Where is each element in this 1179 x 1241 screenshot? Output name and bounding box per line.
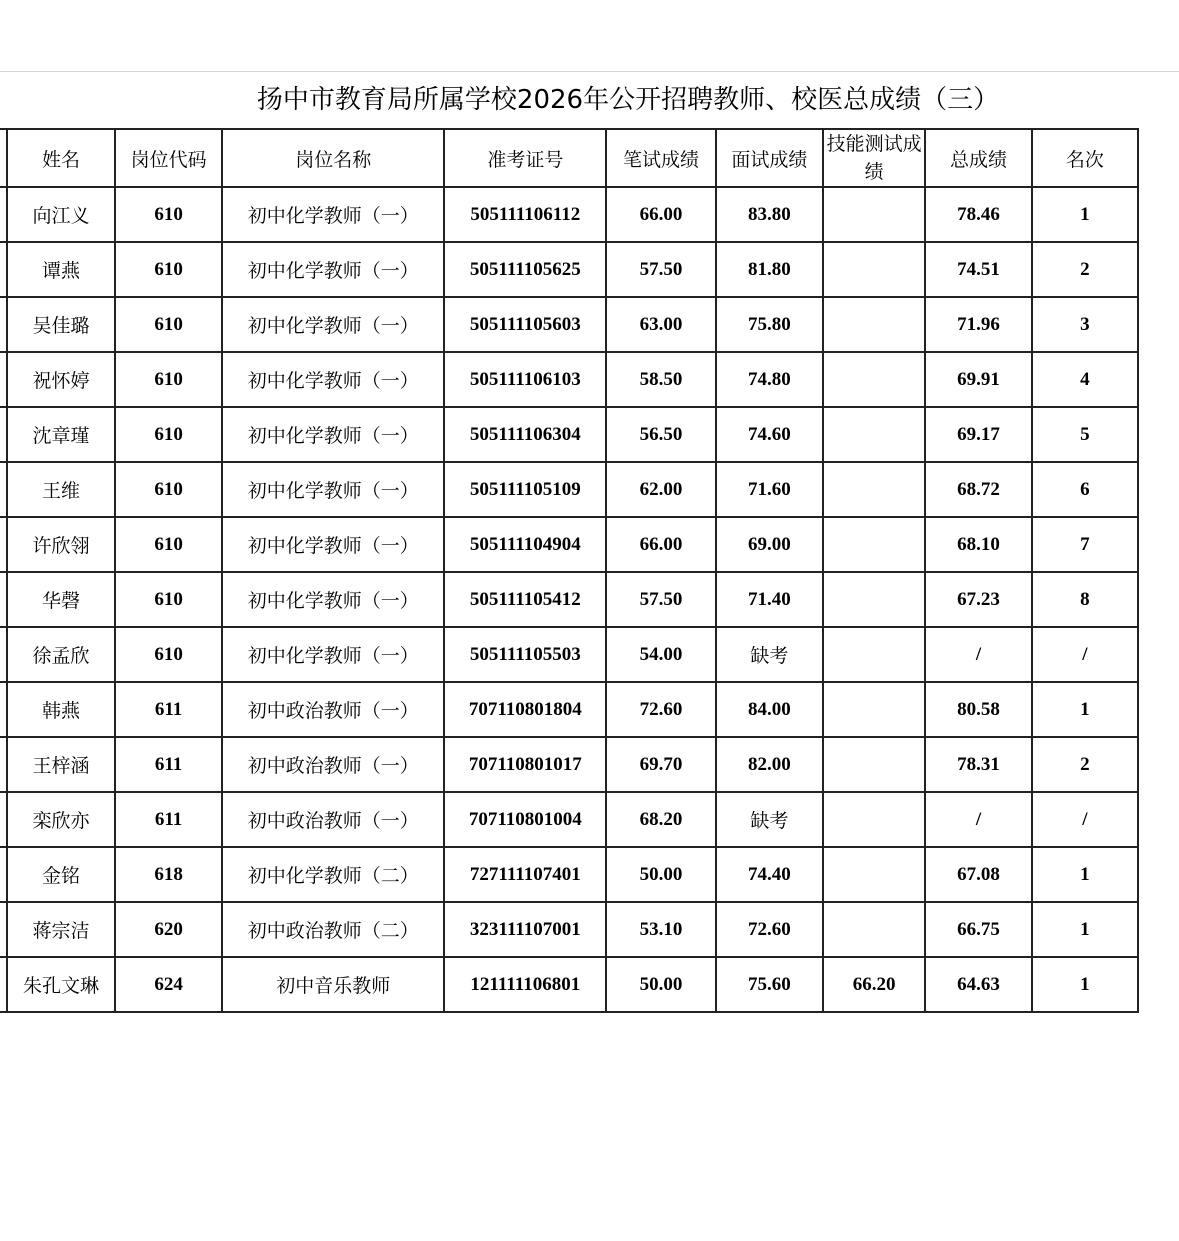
cell-skill-score	[823, 847, 925, 902]
cell-ticket-number: 505111104904	[444, 517, 606, 572]
cell-skill-score	[823, 242, 925, 297]
cell-skill-score	[823, 297, 925, 352]
cell-name: 向江义	[7, 187, 115, 242]
cell-interview-score: 71.40	[716, 572, 823, 627]
cell-rank: 3	[1032, 297, 1138, 352]
cell-post-name: 初中化学教师（一）	[222, 462, 444, 517]
cell-rank: 1	[1032, 902, 1138, 957]
cell-ticket-number: 727111107401	[444, 847, 606, 902]
cell-total-score: 67.23	[925, 572, 1032, 627]
cell-name: 韩燕	[7, 682, 115, 737]
cell-total-score: 66.75	[925, 902, 1032, 957]
cell-partial	[0, 187, 7, 242]
cell-rank: 1	[1032, 682, 1138, 737]
cell-post-code: 611	[115, 737, 222, 792]
cell-ticket-number: 505111106112	[444, 187, 606, 242]
cell-post-code: 611	[115, 682, 222, 737]
cell-written-score: 57.50	[606, 572, 716, 627]
cell-ticket-number: 707110801004	[444, 792, 606, 847]
cell-post-name: 初中化学教师（一）	[222, 352, 444, 407]
cell-skill-score	[823, 902, 925, 957]
cell-written-score: 66.00	[606, 517, 716, 572]
cell-post-code: 610	[115, 297, 222, 352]
cell-post-code: 610	[115, 572, 222, 627]
cell-post-code: 610	[115, 627, 222, 682]
cell-written-score: 50.00	[606, 957, 716, 1012]
cell-skill-score	[823, 737, 925, 792]
cell-interview-score: 83.80	[716, 187, 823, 242]
cell-partial	[0, 957, 7, 1012]
scores-table	[0, 128, 1139, 1013]
header-ticket-number: 准考证号	[444, 129, 606, 187]
cell-written-score: 72.60	[606, 682, 716, 737]
cell-partial	[0, 517, 7, 572]
cell-skill-score	[823, 572, 925, 627]
table-row	[0, 682, 1138, 737]
cell-rank: 5	[1032, 407, 1138, 462]
cell-ticket-number: 505111106103	[444, 352, 606, 407]
cell-total-score: 69.91	[925, 352, 1032, 407]
cell-skill-score	[823, 627, 925, 682]
cell-skill-score	[823, 187, 925, 242]
table-row	[0, 957, 1138, 1012]
cell-written-score: 58.50	[606, 352, 716, 407]
cell-rank: /	[1032, 792, 1138, 847]
cell-partial	[0, 682, 7, 737]
cell-written-score: 56.50	[606, 407, 716, 462]
cell-interview-score: 84.00	[716, 682, 823, 737]
cell-interview-score: 71.60	[716, 462, 823, 517]
cell-ticket-number: 707110801017	[444, 737, 606, 792]
cell-ticket-number: 323111107001	[444, 902, 606, 957]
cell-partial	[0, 627, 7, 682]
cell-rank: 1	[1032, 957, 1138, 1012]
header-rank: 名次	[1032, 129, 1138, 187]
table-row	[0, 627, 1138, 682]
header-total-score: 总成绩	[925, 129, 1032, 187]
cell-total-score: /	[925, 792, 1032, 847]
cell-total-score: 71.96	[925, 297, 1032, 352]
cell-interview-score: 74.80	[716, 352, 823, 407]
cell-partial	[0, 242, 7, 297]
cell-skill-score	[823, 352, 925, 407]
cell-name: 沈章瑾	[7, 407, 115, 462]
cell-post-name: 初中化学教师（一）	[222, 627, 444, 682]
cell-partial	[0, 847, 7, 902]
cell-total-score: 78.31	[925, 737, 1032, 792]
cell-written-score: 66.00	[606, 187, 716, 242]
cell-partial	[0, 462, 7, 517]
cell-name: 谭燕	[7, 242, 115, 297]
header-post-name: 岗位名称	[222, 129, 444, 187]
table-body	[0, 187, 1138, 1012]
cell-post-code: 610	[115, 242, 222, 297]
cell-total-score: /	[925, 627, 1032, 682]
cell-partial	[0, 737, 7, 792]
cell-interview-score: 缺考	[716, 792, 823, 847]
cell-rank: 4	[1032, 352, 1138, 407]
cell-ticket-number: 505111105412	[444, 572, 606, 627]
cell-interview-score: 75.80	[716, 297, 823, 352]
cell-name: 许欣翎	[7, 517, 115, 572]
cell-ticket-number: 505111106304	[444, 407, 606, 462]
cell-rank: /	[1032, 627, 1138, 682]
cell-rank: 6	[1032, 462, 1138, 517]
cell-partial	[0, 297, 7, 352]
cell-ticket-number: 505111105625	[444, 242, 606, 297]
cell-skill-score	[823, 517, 925, 572]
cell-post-code: 610	[115, 407, 222, 462]
cell-skill-score	[823, 462, 925, 517]
cell-interview-score: 72.60	[716, 902, 823, 957]
cell-interview-score: 74.60	[716, 407, 823, 462]
cell-total-score: 64.63	[925, 957, 1032, 1012]
table-row	[0, 847, 1138, 902]
cell-post-name: 初中政治教师（一）	[222, 682, 444, 737]
cell-partial	[0, 792, 7, 847]
cell-name: 吴佳璐	[7, 297, 115, 352]
cell-post-name: 初中政治教师（一）	[222, 737, 444, 792]
cell-total-score: 67.08	[925, 847, 1032, 902]
header-written-score: 笔试成绩	[606, 129, 716, 187]
cell-name: 栾欣亦	[7, 792, 115, 847]
cell-written-score: 57.50	[606, 242, 716, 297]
cell-total-score: 68.72	[925, 462, 1032, 517]
cell-post-name: 初中化学教师（一）	[222, 187, 444, 242]
cell-partial	[0, 352, 7, 407]
cell-partial	[0, 902, 7, 957]
cell-ticket-number: 505111105109	[444, 462, 606, 517]
cell-name: 祝怀婷	[7, 352, 115, 407]
cell-rank: 8	[1032, 572, 1138, 627]
cell-total-score: 80.58	[925, 682, 1032, 737]
cell-name: 王维	[7, 462, 115, 517]
table-row	[0, 902, 1138, 957]
table-row	[0, 792, 1138, 847]
cell-total-score: 78.46	[925, 187, 1032, 242]
cell-interview-score: 75.60	[716, 957, 823, 1012]
cell-ticket-number: 121111106801	[444, 957, 606, 1012]
cell-interview-score: 81.80	[716, 242, 823, 297]
cell-post-code: 610	[115, 462, 222, 517]
cell-written-score: 68.20	[606, 792, 716, 847]
cell-rank: 7	[1032, 517, 1138, 572]
table-row	[0, 517, 1138, 572]
cell-interview-score: 82.00	[716, 737, 823, 792]
table-row	[0, 462, 1138, 517]
cell-name: 朱孔文琳	[7, 957, 115, 1012]
cell-post-name: 初中政治教师（一）	[222, 792, 444, 847]
table-row	[0, 407, 1138, 462]
cell-post-name: 初中化学教师（二）	[222, 847, 444, 902]
table-row	[0, 187, 1138, 242]
cell-written-score: 62.00	[606, 462, 716, 517]
cell-ticket-number: 505111105503	[444, 627, 606, 682]
cell-rank: 2	[1032, 737, 1138, 792]
cell-post-code: 618	[115, 847, 222, 902]
cell-interview-score: 74.40	[716, 847, 823, 902]
cell-skill-score: 66.20	[823, 957, 925, 1012]
header-name: 姓名	[7, 129, 115, 187]
header-post-code: 岗位代码	[115, 129, 222, 187]
cell-name: 徐孟欣	[7, 627, 115, 682]
cell-name: 金铭	[7, 847, 115, 902]
cell-name: 华磬	[7, 572, 115, 627]
cell-rank: 2	[1032, 242, 1138, 297]
cell-post-code: 610	[115, 352, 222, 407]
cell-skill-score	[823, 407, 925, 462]
cell-rank: 1	[1032, 847, 1138, 902]
cell-post-code: 624	[115, 957, 222, 1012]
table-row	[0, 572, 1138, 627]
document-title: 扬中市教育局所属学校2026年公开招聘教师、校医总成绩（三）	[256, 85, 1000, 115]
cell-name: 王梓涵	[7, 737, 115, 792]
cell-skill-score	[823, 682, 925, 737]
header-cell-partial	[0, 129, 7, 187]
cell-ticket-number: 707110801804	[444, 682, 606, 737]
cell-post-name: 初中化学教师（一）	[222, 517, 444, 572]
cell-total-score: 68.10	[925, 517, 1032, 572]
header-row	[0, 129, 1138, 187]
cell-total-score: 74.51	[925, 242, 1032, 297]
header-interview-score: 面试成绩	[716, 129, 823, 187]
cell-post-name: 初中化学教师（一）	[222, 407, 444, 462]
cell-written-score: 63.00	[606, 297, 716, 352]
cell-written-score: 53.10	[606, 902, 716, 957]
cell-interview-score: 缺考	[716, 627, 823, 682]
cell-rank: 1	[1032, 187, 1138, 242]
cell-post-name: 初中化学教师（一）	[222, 572, 444, 627]
cell-post-code: 620	[115, 902, 222, 957]
cell-post-code: 611	[115, 792, 222, 847]
cell-partial	[0, 572, 7, 627]
cell-written-score: 54.00	[606, 627, 716, 682]
cell-skill-score	[823, 792, 925, 847]
cell-post-name: 初中化学教师（一）	[222, 242, 444, 297]
cell-post-code: 610	[115, 517, 222, 572]
cell-post-name: 初中音乐教师	[222, 957, 444, 1012]
cell-ticket-number: 505111105603	[444, 297, 606, 352]
cell-partial	[0, 407, 7, 462]
cell-written-score: 69.70	[606, 737, 716, 792]
cell-post-name: 初中化学教师（一）	[222, 297, 444, 352]
table-row	[0, 352, 1138, 407]
cell-post-name: 初中政治教师（二）	[222, 902, 444, 957]
cell-name: 蒋宗洁	[7, 902, 115, 957]
table-row	[0, 737, 1138, 792]
table-row	[0, 242, 1138, 297]
cell-interview-score: 69.00	[716, 517, 823, 572]
header-skill-score: 技能测试成绩	[823, 129, 925, 187]
cell-written-score: 50.00	[606, 847, 716, 902]
cell-post-code: 610	[115, 187, 222, 242]
table-row	[0, 297, 1138, 352]
cell-total-score: 69.17	[925, 407, 1032, 462]
